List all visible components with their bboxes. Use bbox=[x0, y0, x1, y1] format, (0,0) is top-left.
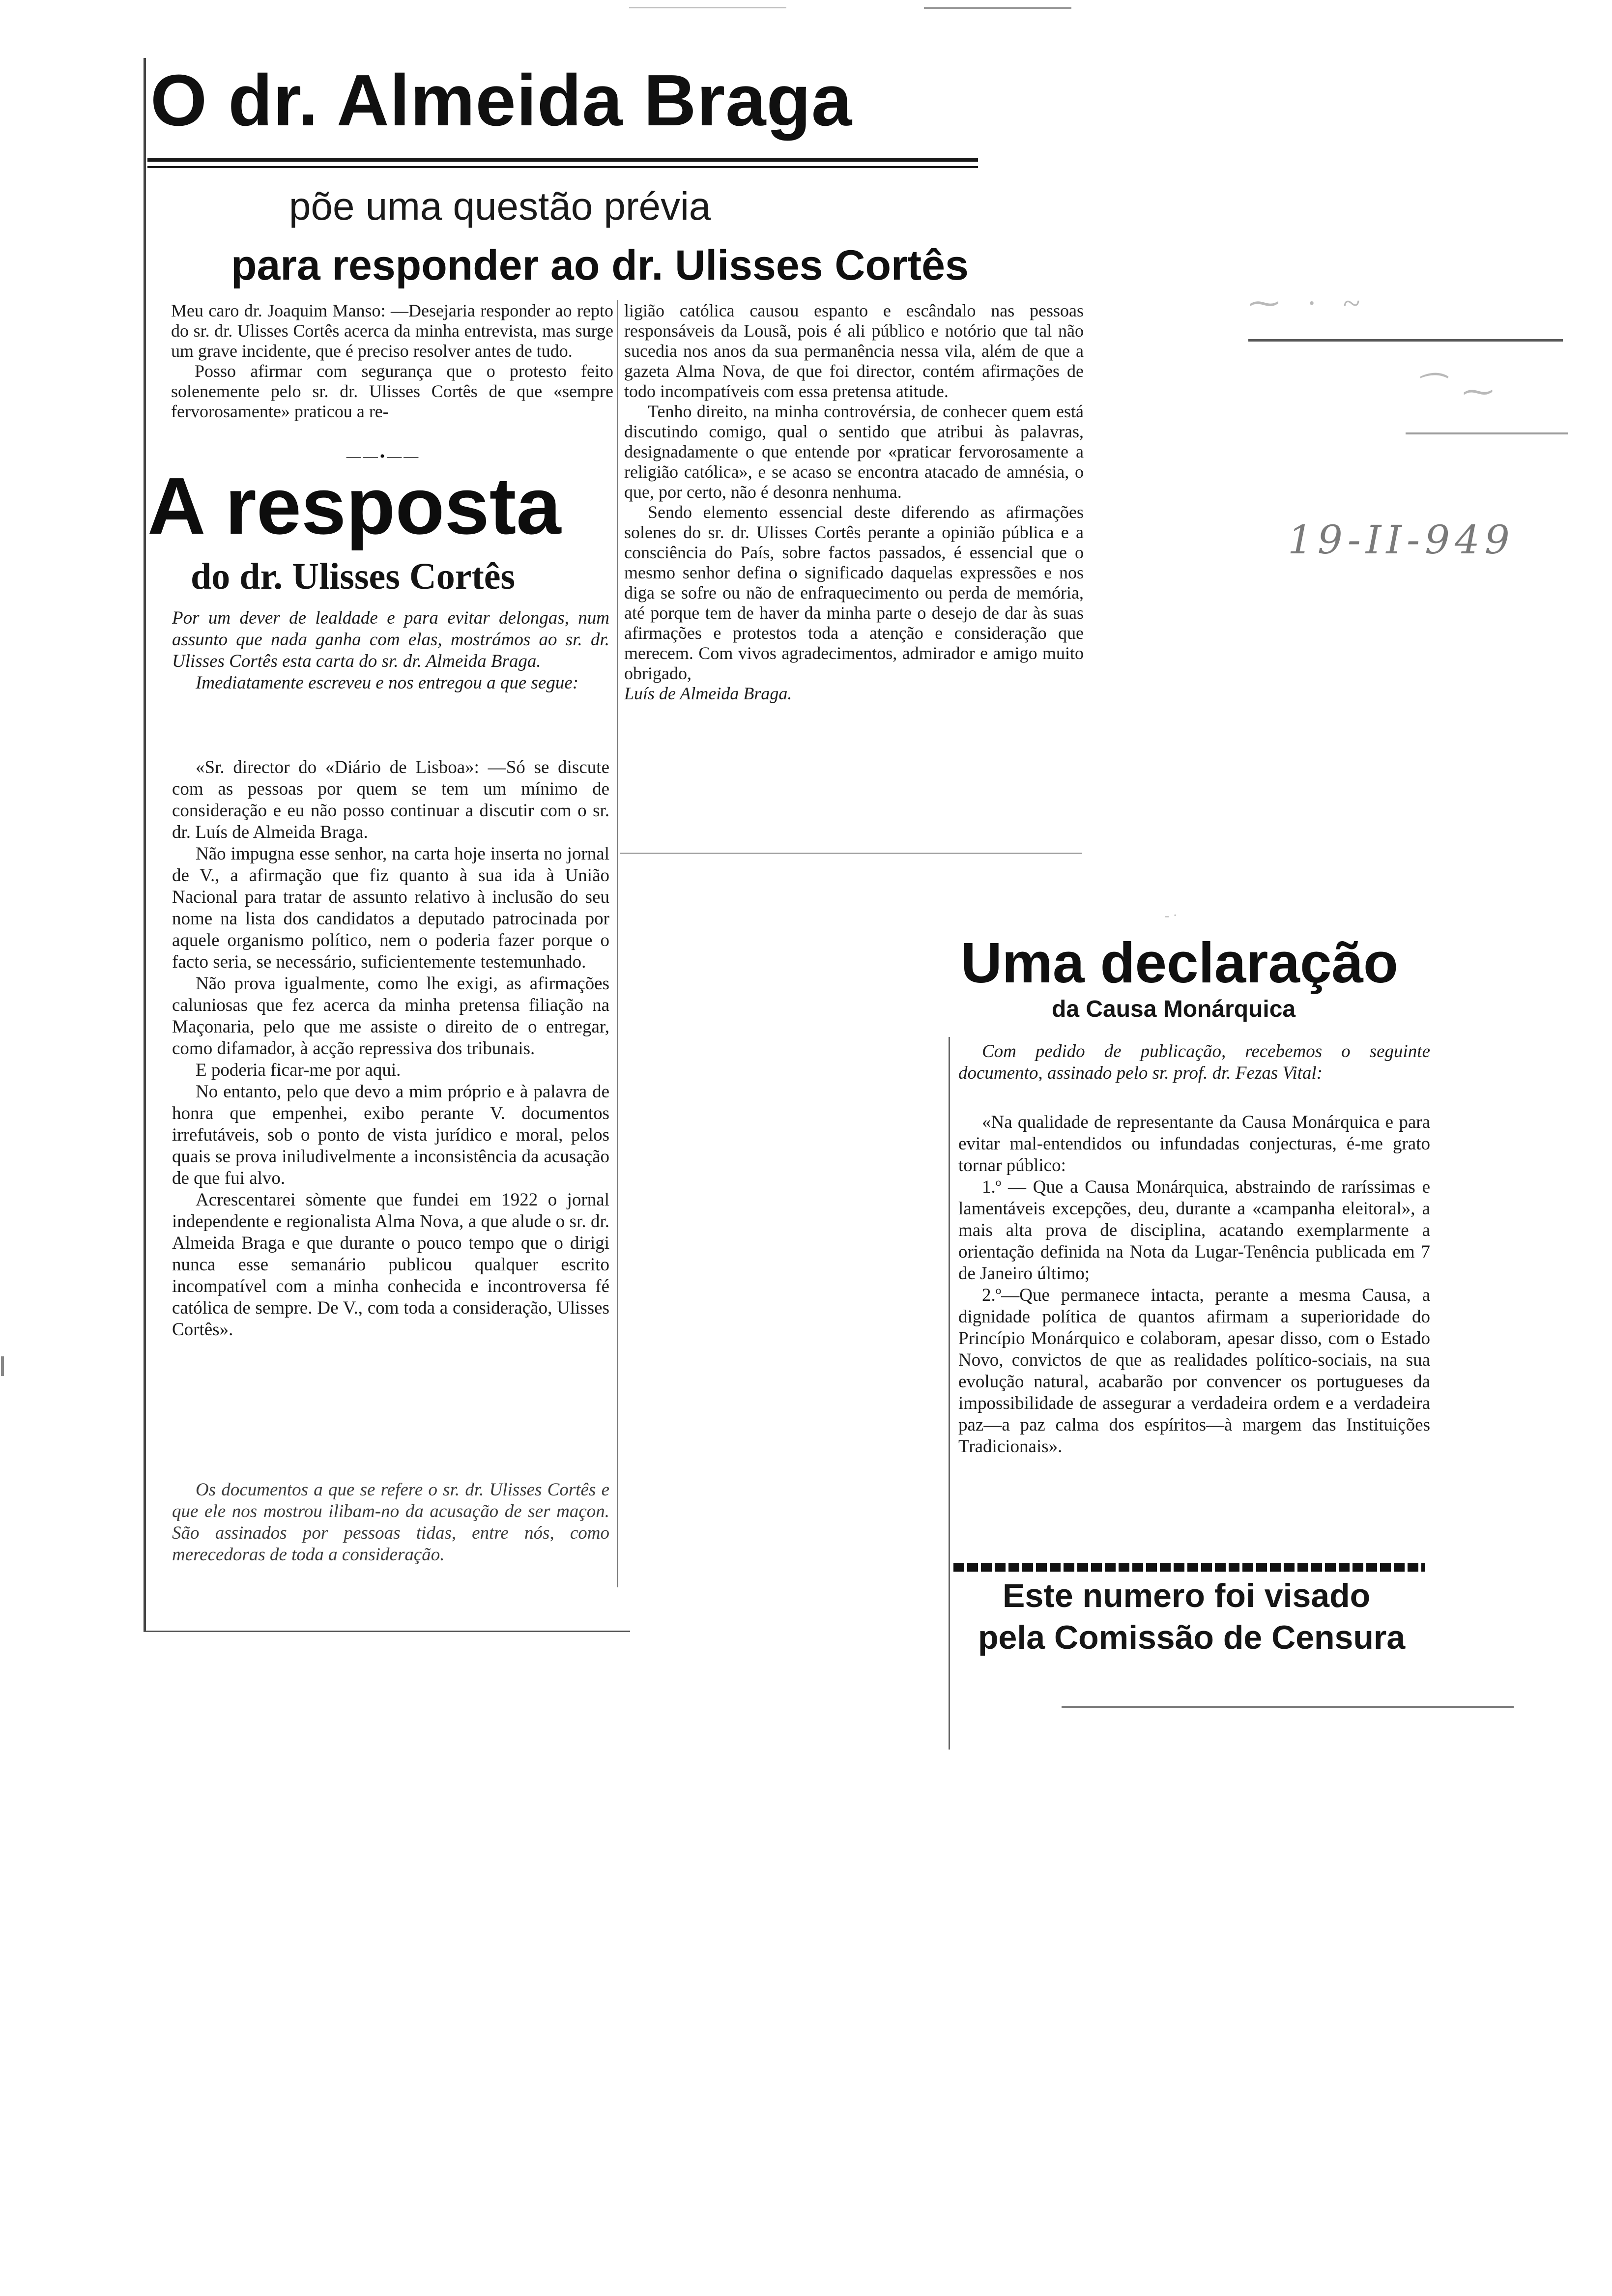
clip-left-border bbox=[144, 58, 146, 1631]
resposta-intro-text: Por um dever de lealdade e para evitar delongas, num assunto que nada ganha com elas, mostrámos ao sr. dr. Ulisses Cortês esta carta do sr. dr. Almeida Braga. bbox=[172, 608, 609, 671]
resposta-paragraph: No entanto, pelo que devo a mim próprio e à palavra de honra que empenhei, exibo perante V. documentos irrefutáveis, sob o ponto de vista jurídico e moral, pelos quais se prova iniludivelmente a inconsistência da acusação de que fui alvo. bbox=[172, 1082, 609, 1188]
letter-paragraph: Meu caro dr. Joaquim Manso: —Desejaria responder ao repto do sr. dr. Ulisses Cortês acerca da minha entrevista, mas surge um grave incidente, que é preciso resolver antes de tudo. bbox=[171, 301, 613, 361]
column-bottom-rule bbox=[144, 1631, 630, 1632]
declaracao-body bbox=[958, 1112, 1430, 1458]
letter-paragraph: Tenho direito, na minha controvérsia, de conhecer quem está discutindo comigo, qual o sentido que atribui às palavras, designadamente o que entende por «praticar fervorosamente a religião católica», e se acaso se encontra atacado de amnésia, o que, por certo, não é desonra nenhuma. bbox=[624, 402, 1084, 502]
declaracao-title: Uma declaração bbox=[961, 931, 1398, 995]
section-top-ornament: - · bbox=[1165, 908, 1178, 923]
letter-paragraph: ligião católica causou espanto e escândalo nas pessoas responsáveis da Lousã, pois é ali público e notório que tal não sucedia nos anos da sua permanência nessa vila, além de que a gazeta Alma Nova, de que foi director, contém afirmações de todo incompatíveis com essa pretensa atitude. bbox=[624, 301, 1084, 401]
top-edge-mark bbox=[629, 7, 786, 8]
letter-paragraph: Sendo elemento essencial deste diferendo as afirmações solenes do sr. dr. Ulisses Cortês perante a opinião pública e a consciência do País, sobre factos passados, é essencial que o mesmo senhor defina o significado daquelas expressões e nos diga se sofre ou não de enfraquecimento ou perda de memória, até porque tem de haver da minha parte o desejo de dar às suas afirmações e protestos toda a atenção e consideração que merecem. Com vivos agradecimentos, admirador e amigo muito obrigado, bbox=[624, 502, 1084, 683]
declaracao-intro-text: Com pedido de publicação, recebemos o seguinte documento, assinado pelo sr. prof. dr. Fezas Vital: bbox=[958, 1041, 1430, 1083]
declaracao-left-border bbox=[949, 1037, 950, 1750]
letter-signature: Luís de Almeida Braga. bbox=[624, 684, 792, 703]
censura-dashed-band bbox=[953, 1563, 1425, 1572]
resposta-body bbox=[172, 757, 609, 1341]
resposta-note-text: Os documentos a que se refere o sr. dr. Ulisses Cortês e que ele nos mostrou ilibam-no da acusação de ser maçon. São assinados por pessoas tidas, entre nós, como merecedoras de toda a consideração. bbox=[172, 1480, 609, 1565]
censura-bottom-rule bbox=[1062, 1706, 1514, 1708]
headline-subtitle-bold: para responder ao dr. Ulisses Cortês bbox=[231, 242, 969, 289]
censura-line-1: Este numero foi visado bbox=[1003, 1577, 1371, 1614]
resposta-paragraph: «Sr. director do «Diário de Lisboa»: —Só se discute com as pessoas por quem se tem um mínimo de consideração e eu não posso continuar a discutir com o sr. dr. Luís de Almeida Braga. bbox=[172, 757, 609, 842]
resposta-paragraph: Acrescentarei sòmente que fundei em 1922 o jornal independente e regionalista Alma Nova, a que alude o sr. dr. Almeida Braga e que durante o pouco tempo que o dirigi nunca esse semanário publicou qualquer escrito incompatível com a minha conhecida e incontroversa fé católica de sempre. De V., com toda a consideração, Ulisses Cortês». bbox=[172, 1190, 609, 1340]
margin-faint-rule bbox=[1248, 339, 1563, 342]
resposta-subtitle: do dr. Ulisses Cortês bbox=[191, 556, 516, 597]
margin-faint-mark: ⁓ · ~ bbox=[1248, 286, 1370, 320]
declaracao-subtitle: da Causa Monárquica bbox=[1052, 996, 1296, 1022]
resposta-paragraph: Não prova igualmente, como lhe exigi, as afirmações caluniosas que fez acerca da minha pretensa filiação na Maçonaria, pelo que me assiste o direito de o entregar, como difamador, à acção repressiva dos tribunais. bbox=[172, 974, 609, 1059]
declaracao-paragraph: «Na qualidade de representante da Causa Monárquica e para evitar mal-entendidos ou infundadas conjecturas, é-me grato tornar público: bbox=[958, 1112, 1430, 1176]
margin-faint-rule bbox=[1406, 432, 1568, 434]
censura-line-2: pela Comissão de Censura bbox=[978, 1619, 1406, 1656]
letter-column-1 bbox=[171, 301, 613, 422]
top-edge-mark bbox=[924, 7, 1071, 9]
margin-faint-mark: ⁀ ⁓ bbox=[1415, 374, 1501, 409]
resposta-intro bbox=[172, 607, 609, 694]
headline-title: O dr. Almeida Braga bbox=[150, 60, 853, 141]
resposta-paragraph: Não impugna esse senhor, na carta hoje inserta no jornal de V., a afirmação que fiz quanto à sua ida à União Nacional para tratar de assunto relativo à inclusão do seu nome na lista dos candidatos a deputado patrocinada por aquele organismo político, nem o poderia fazer porque o facto seria, se necessário, suficientemente testemunhado. bbox=[172, 844, 609, 972]
column-divider bbox=[617, 300, 618, 1587]
declaracao-paragraph: 2.º—Que permanece intacta, perante a mesma Causa, a dignidade política de quantos afirmam a superioridade do Princípio Monárquico e colaboram, apesar disso, com o Estado Novo, convictos de que as realidades político-sociais, na sua evolução natural, acabarão por convencer os portugueses da impossibilidade de assegurar a verdadeira ordem e a verdadeira paz—a paz calma dos espíritos—à margem das Instituições Tradicionais». bbox=[958, 1285, 1430, 1457]
letter-bottom-rule bbox=[620, 853, 1082, 854]
resposta-title: A resposta bbox=[147, 461, 561, 551]
resposta-note bbox=[172, 1479, 609, 1566]
headline-subtitle: põe uma questão prévia bbox=[289, 184, 711, 228]
margin-handwritten-date: 19-II-949 bbox=[1288, 517, 1515, 563]
resposta-intro-text2: Imediatamente escreveu e nos entregou a que segue: bbox=[196, 673, 579, 693]
declaracao-intro bbox=[958, 1041, 1430, 1084]
resposta-paragraph: E poderia ficar-me por aqui. bbox=[196, 1060, 401, 1080]
headline-double-rule bbox=[147, 158, 978, 162]
page-edge-mark bbox=[1, 1356, 4, 1376]
declaracao-paragraph: 1.º — Que a Causa Monárquica, abstraindo de raríssimas e lamentáveis excepções, deu, durante a «campanha eleitoral», a mais alta prova de disciplina, acatando exemplarmente a orientação definida na Nota da Lugar-Tenência publicada em 7 de Janeiro último; bbox=[958, 1177, 1430, 1284]
headline-double-rule bbox=[147, 166, 978, 168]
letter-column-2 bbox=[624, 301, 1084, 704]
letter-paragraph: Posso afirmar com segurança que o protesto feito solenemente pelo sr. dr. Ulisses Cortês de que «sempre fervorosamente» praticou a re- bbox=[171, 361, 613, 421]
section-ornament: ——•—— bbox=[346, 448, 421, 464]
